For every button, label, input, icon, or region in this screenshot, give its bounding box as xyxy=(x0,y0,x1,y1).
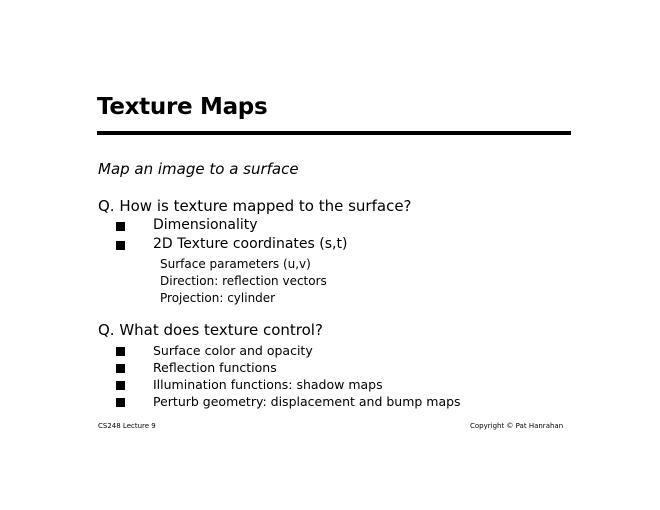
bullet-marker xyxy=(116,241,125,250)
bullet-marker xyxy=(116,381,125,390)
bullet-item-texture-coordinates: 2D Texture coordinates (s,t) xyxy=(153,236,348,252)
title-divider xyxy=(97,131,571,135)
bullet-item-perturb-geometry: Perturb geometry: displacement and bump maps xyxy=(153,394,461,409)
bullet-marker xyxy=(116,222,125,231)
slide-subtitle: Map an image to a surface xyxy=(98,160,299,178)
footer-course: CS248 Lecture 9 xyxy=(98,422,156,430)
bullet-item-reflection: Reflection functions xyxy=(153,360,277,375)
question-1: Q. How is texture mapped to the surface? xyxy=(98,197,412,215)
bullet-item-dimensionality: Dimensionality xyxy=(153,217,258,233)
bullet-marker xyxy=(116,398,125,407)
subitem-direction: Direction: reflection vectors xyxy=(160,274,327,288)
bullet-item-illumination: Illumination functions: shadow maps xyxy=(153,377,383,392)
bullet-item-surface-color: Surface color and opacity xyxy=(153,343,313,358)
bullet-marker xyxy=(116,347,125,356)
question-2: Q. What does texture control? xyxy=(98,321,323,339)
footer-copyright: Copyright © Pat Hanrahan xyxy=(470,422,564,430)
subitem-surface-parameters: Surface parameters (u,v) xyxy=(160,257,311,271)
bullet-marker xyxy=(116,364,125,373)
slide-title: Texture Maps xyxy=(97,94,268,120)
subitem-projection: Projection: cylinder xyxy=(160,291,276,305)
